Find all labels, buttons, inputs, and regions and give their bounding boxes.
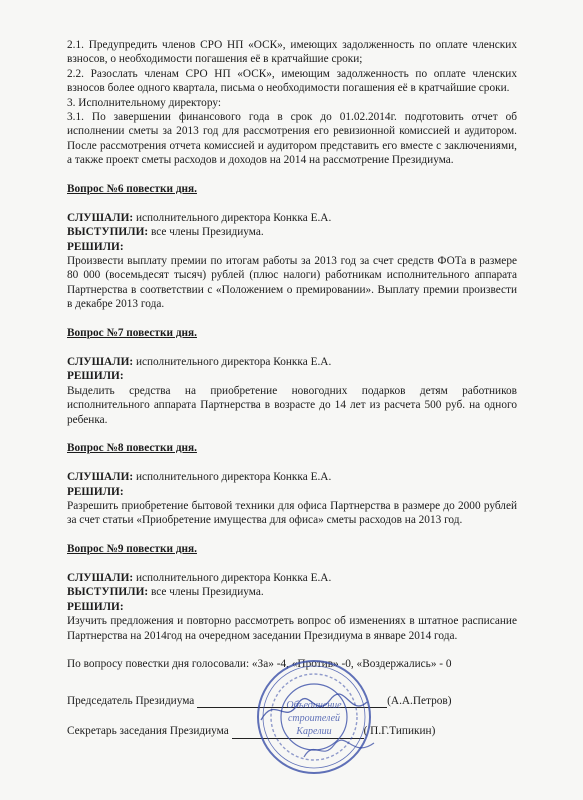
seal-line-1: Объединение [286,700,342,711]
secretary-name: ( П.Г.Типикин) [363,725,436,738]
question-9-title: Вопрос №9 повестки дня. [67,543,197,556]
question-6-spoke [67,225,517,239]
question-8-decided-label: РЕШИЛИ: [67,485,124,498]
spoke-text: все члены Президиума. [148,226,264,239]
question-7-decided-label: РЕШИЛИ: [67,370,124,383]
question-6-listened [67,211,517,225]
listened-text: исполнительного директора Конкка Е.А. [133,211,332,224]
listened-text: исполнительного директора Конкка Е.А. [133,355,332,368]
question-6-decision: Произвести выплату премии по итогам работы за 2013 год за счет средств ФОТа в размере 80 000 (восемьдесят тысяч) рублей (плюс налоги) работникам исполнительного аппарата Партнерства в соответствии с «Положением о премировании». Выплату премии произвести в декабре 2013 года. [67,255,517,311]
seal-line-2: строителей [287,713,341,724]
listened-label: СЛУШАЛИ: [67,471,134,484]
paragraph-3-1: 3.1. По завершении финансового года в срок до 01.02.2014г. подготовить отчет об исполнении сметы за 2013 год для рассмотрения его ревизионной комиссией и аудитором. После рассмотрения отчета комиссией и аудитором представить его вместе с заключениями, а также проект сметы расходов и доходов на 2014 на рассмотрение Президиума. [67,111,517,167]
question-6-title: Вопрос №6 повестки дня. [67,183,197,196]
listened-label: СЛУШАЛИ: [67,211,134,224]
question-8-decision: Разрешить приобретение бытовой техники для офиса Партнерства в размере до 2000 рублей за счет статьи «Приобретение имущества для офиса» сметы расходов на 2013 год. [67,499,517,527]
chair-name: (А.А.Петров) [387,694,452,707]
secretary-signature-scribble [300,735,380,765]
spoke-text: все члены Президиума. [148,586,264,599]
document-body [67,38,517,739]
question-8-title: Вопрос №8 повестки дня. [67,442,197,455]
question-9-listened [67,571,517,585]
spoke-label: ВЫСТУПИЛИ: [67,226,149,239]
vote-result: По вопросу повестки дня голосовали: «За» -4, «Против» -0, «Воздержались» - 0 [67,658,452,671]
listened-text: исполнительного директора Конкка Е.А. [133,471,332,484]
paragraph-2-2: 2.2. Разослать членам СРО НП «ОСК», имеющим задолженность по оплате членских взносов более одного квартала, письма о необходимости погашения её в кратчайшие сроки. [67,67,517,95]
listened-label: СЛУШАЛИ: [67,571,134,584]
spoke-label: ВЫСТУПИЛИ: [67,586,149,599]
question-7-listened [67,355,517,369]
question-8-listened [67,470,517,484]
secretary-label: Секретарь заседания Президиума [67,725,229,738]
question-9-spoke [67,585,517,599]
question-9-decision: Изучить предложения и повторно рассмотреть вопрос об изменениях в штатное расписание Партнерства на 2014год на очередном заседании Президиума в январе 2014 года. [67,615,517,642]
listened-label: СЛУШАЛИ: [67,355,134,368]
section-3-heading: 3. Исполнительному директору: [67,96,221,109]
chair-label: Председатель Президиума [67,694,195,707]
seal-line-3: Карелии [296,726,332,737]
question-7-decision: Выделить средства на приобретение новогодних подарков детям работников исполнительного аппарата Партнерства в возрасте до 14 лет из расчета 500 руб. на одного ребенка. [67,384,517,426]
question-7-title: Вопрос №7 повестки дня. [67,327,197,340]
listened-text: исполнительного директора Конкка Е.А. [133,571,332,584]
paragraph-2-1: 2.1. Предупредить членов СРО НП «ОСК», имеющих задолженность по оплате членских взносов, о необходимости погашения её в кратчайшие сроки; [67,39,517,66]
question-9-decided-label: РЕШИЛИ: [67,600,124,613]
question-6-decided-label: РЕШИЛИ: [67,240,124,253]
chair-signature-scribble [255,690,375,730]
